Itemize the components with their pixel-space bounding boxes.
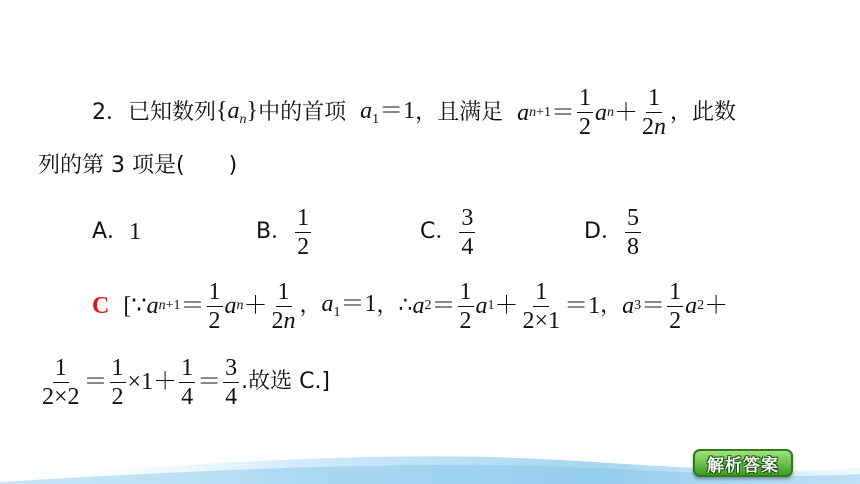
option-d: D． $\frac{5}{8}$ [584,204,639,260]
solution-a1: $a_1=1$ [321,291,377,320]
recurrence-formula: a n+1 ＝ $\frac{1}{2}$ a n ＋ $\frac{1}{2n}$ [517,85,667,140]
question-text-4: ，此数 [670,99,737,125]
solution-line-2 [38,356,330,408]
question-text-6: ) [228,153,238,178]
answer-letter: C [92,293,110,319]
option-a: A． 1 [92,219,142,245]
solution-line-1: C [∵ a n+1 ＝ $\frac{1}{2}$ a n ＋ $\frac{1}{2n}$ ， $a_1=1$ ，∴ a 2 ＝ $\frac{1}{2}$ a 1 ＋ $\frac{1}{2\times 1}$ ＝1 ， a 3 ＝ $\frac{1}{2}$ a 2 ＋ [92,278,729,334]
question-text-1: 已知数列 [128,99,217,125]
solution-end: .故选 C.] [241,369,331,394]
solution-a2: a 2 ＝ $\frac{1}{2}$ a 1 ＋ $\frac{1}{2\times 1}$ ＝1 [412,278,601,334]
question-line-2 [38,155,237,177]
sequence-notation: $\{a_n\}$ [216,97,259,127]
option-b: B． $\frac{1}{2}$ [256,204,310,260]
show-analysis-button[interactable] [693,449,793,477]
question-line-1 [92,86,736,139]
solution-calc: $\frac{1}{2\times 2}$ ＝ $\frac{1}{2}$ ×1＋ $\frac{1}{4}$ ＝ $\frac{3}{4}$ [42,354,238,410]
solution-open: [∵ [123,293,147,319]
question-number: 2． [92,99,128,125]
show-analysis-label: 解析答案 [707,455,779,476]
options-row [92,206,792,258]
question-text-2: 中的首项 [258,99,347,125]
question-text-5: 列的第 3 项是( [38,153,185,178]
first-term-formula: $a_1=1$ [360,97,416,127]
solution-recurrence: a n+1 ＝ $\frac{1}{2}$ a n ＋ $\frac{1}{2n}$ [146,278,296,334]
option-c: C． $\frac{3}{4}$ [420,204,474,260]
solution-a3: a 3 ＝ $\frac{1}{2}$ a 2 ＋ [622,278,729,334]
question-text-3: ，且满足 [415,99,504,125]
